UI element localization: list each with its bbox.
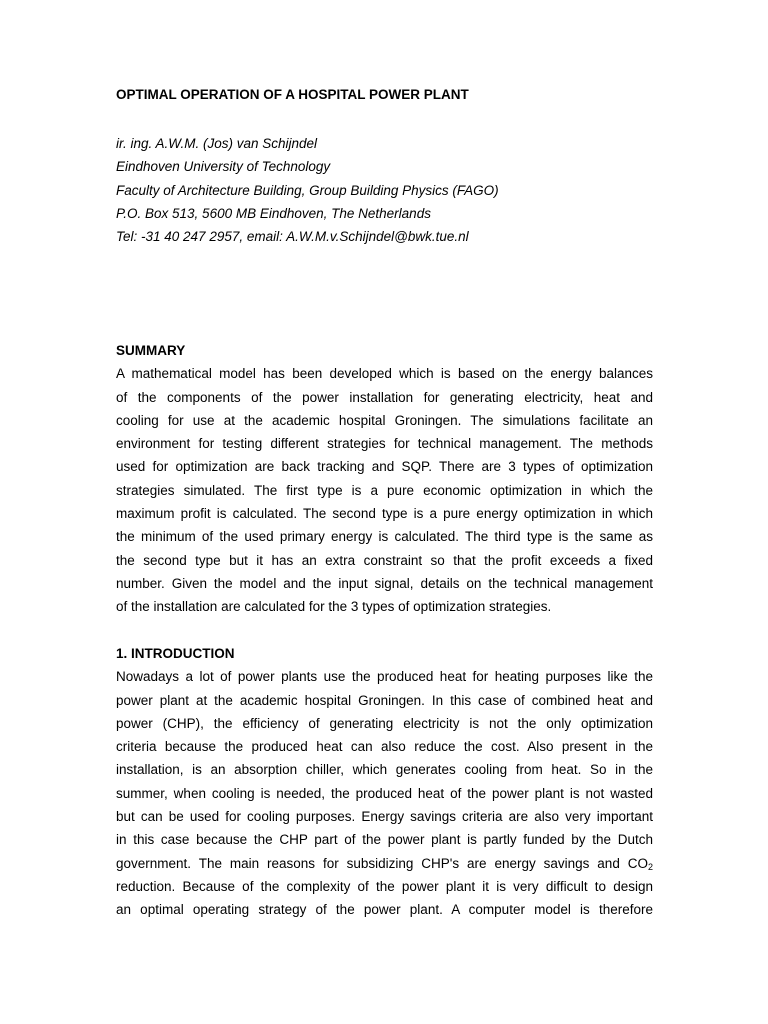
summary-line: the minimum of the used primary energy is calculated. The third type is the same as <box>116 529 653 545</box>
intro-line: criteria because the produced heat can also reduce the cost. Also present in the <box>116 739 653 755</box>
summary-line: cooling for use at the academic hospital Groningen. The simulations facilitate an <box>116 412 653 428</box>
intro-line: power (CHP), the efficiency of generating electricity is not the only optimization <box>116 715 653 731</box>
intro-line: an optimal operating strategy of the power plant. A computer model is therefore <box>116 902 653 918</box>
intro-line: installation, is an absorption chiller, which generates cooling from heat. So in the <box>116 762 653 778</box>
summary-line: maximum profit is calculated. The second type is a pure energy optimization in which <box>116 506 653 522</box>
co2-subscript: 2 <box>647 861 653 872</box>
intro-line: power plant at the academic hospital Groningen. In this case of combined heat and <box>116 692 653 708</box>
intro-line-co2 <box>116 852 653 875</box>
summary-line: number. Given the model and the input signal, details on the technical management <box>116 575 653 591</box>
summary-line: environment for testing different strategies for technical management. The methods <box>116 436 653 452</box>
paper-title: OPTIMAL OPERATION OF A HOSPITAL POWER PLANT <box>116 87 469 102</box>
author-university: Eindhoven University of Technology <box>116 159 331 175</box>
introduction-section <box>116 642 653 922</box>
author-faculty: Faculty of Architecture Building, Group Building Physics (FAGO) <box>116 182 499 198</box>
summary-line: strategies simulated. The first type is a pure economic optimization in which the <box>116 482 653 498</box>
summary-line: of the components of the power installation for generating electricity, heat and <box>116 389 653 405</box>
author-contact: Tel: -31 40 247 2957, email: A.W.M.v.Schijndel@bwk.tue.nl <box>116 229 469 245</box>
intro-line: but can be used for cooling purposes. Energy savings criteria are also very important <box>116 809 653 825</box>
introduction-paragraph <box>116 665 653 921</box>
summary-section <box>116 339 653 619</box>
summary-paragraph <box>116 362 653 618</box>
author-block <box>116 132 499 248</box>
summary-heading: SUMMARY <box>116 343 186 358</box>
intro-line: in this case because the CHP part of the power plant is partly funded by the Dutch <box>116 832 653 848</box>
summary-line: used for optimization are back tracking and SQP. There are 3 types of optimization <box>116 459 653 475</box>
summary-line: of the installation are calculated for the 3 types of optimization strategies. <box>116 599 552 615</box>
author-name: ir. ing. A.W.M. (Jos) van Schijndel <box>116 136 318 151</box>
intro-line: summer, when cooling is needed, the produced heat of the power plant is not wasted <box>116 785 653 801</box>
introduction-heading: 1. INTRODUCTION <box>116 646 235 661</box>
summary-line: the second type but it has an extra constraint so that the profit exceeds a fixed <box>116 552 653 568</box>
intro-line: Nowadays a lot of power plants use the produced heat for heating purposes like the <box>116 669 653 685</box>
author-address: P.O. Box 513, 5600 MB Eindhoven, The Netherlands <box>116 205 431 221</box>
summary-line: A mathematical model has been developed which is based on the energy balances <box>116 366 653 382</box>
intro-line: reduction. Because of the complexity of the power plant it is very difficult to design <box>116 878 653 894</box>
co2-line-text: government. The main reasons for subsidizing CHP's are energy savings and CO <box>116 855 648 871</box>
